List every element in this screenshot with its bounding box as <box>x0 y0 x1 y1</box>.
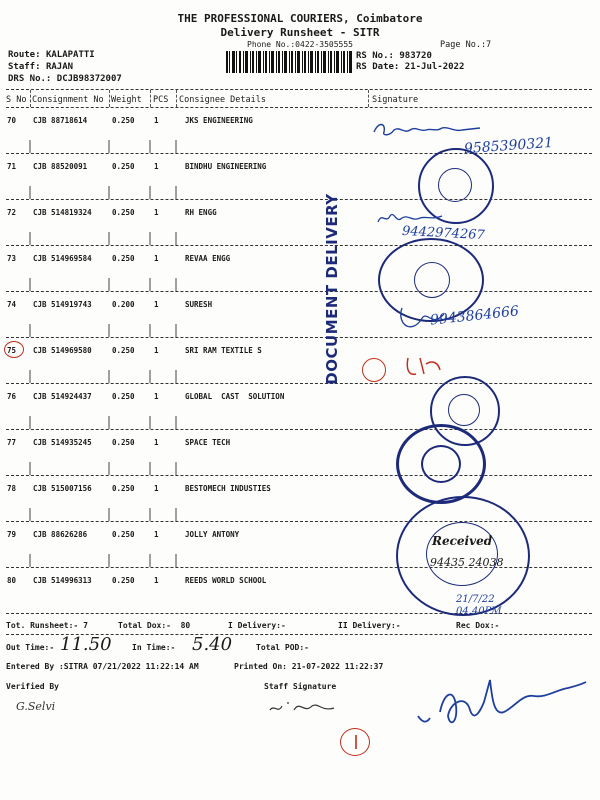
row-weight: 0.200 <box>112 300 135 309</box>
rs-date-value: 21-Jul-2022 <box>404 62 465 72</box>
row-pcs: 1 <box>154 484 159 493</box>
row-weight: 0.250 <box>112 208 135 217</box>
row-sno: 79 <box>7 530 17 539</box>
col-sep <box>150 90 151 107</box>
col-consignment: Consignment No <box>32 95 104 105</box>
row-pcs: 1 <box>154 346 159 355</box>
row-consignment: CJB 514924437 <box>33 392 92 401</box>
row-sno: 80 <box>7 576 17 585</box>
red-circle-mark <box>4 341 24 358</box>
rs-date-label: RS Date: <box>356 62 400 72</box>
red-tick-mark <box>349 733 363 751</box>
row-weight: 0.250 <box>112 576 135 585</box>
rec-dox: Rec Dox:- <box>456 621 500 630</box>
row-consignee: JOLLY ANTONY <box>185 530 240 539</box>
runsheet-title: Delivery Runsheet - SITR <box>220 26 380 39</box>
printed-on: Printed On: 21-07-2022 11:22:37 <box>234 662 384 671</box>
col-sep <box>368 90 369 107</box>
row-pcs: 1 <box>154 392 159 401</box>
row-consignment: CJB 514969580 <box>33 346 92 355</box>
row79-phone: 94435 24038 <box>430 556 504 569</box>
row-sno: 70 <box>7 116 17 125</box>
phone-number: Phone No.:0422-3505555 <box>247 40 353 49</box>
row-sno: 74 <box>7 300 17 309</box>
row-sno: 71 <box>7 162 17 171</box>
row-pcs: 1 <box>154 116 159 125</box>
red-circle-mark <box>362 358 386 382</box>
col-signature: Signature <box>372 95 419 105</box>
row-consignee: GLOBAL CAST SOLUTION <box>185 392 285 401</box>
row-weight: 0.250 <box>112 484 135 493</box>
row-consignee: JKS ENGINEERING <box>185 116 253 125</box>
stamp-inner-ring <box>426 522 498 586</box>
rs-date-field <box>356 62 464 72</box>
tot-runsheet: Tot. Runsheet:- 7 <box>6 621 88 630</box>
row-consignment: CJB 514919743 <box>33 300 92 309</box>
staff-signature-scribble <box>268 696 338 718</box>
in-time-value: 5.40 <box>192 634 233 655</box>
route-field <box>8 50 95 60</box>
row-weight: 0.250 <box>112 392 135 401</box>
row79-date: 21/7/22 <box>456 594 495 605</box>
row-consignment: CJB 514996313 <box>33 576 92 585</box>
row-consignment: CJB 88626286 <box>33 530 88 539</box>
document-delivery-stamp: DOCUMENT DELIVERY <box>323 193 341 385</box>
row79-received: Received <box>432 534 493 548</box>
row-pcs: 1 <box>154 530 159 539</box>
page-number: Page No.:7 <box>440 40 492 50</box>
col-pcs: PCS <box>153 95 169 105</box>
rs-no-field <box>356 51 432 61</box>
row-pcs: 1 <box>154 254 159 263</box>
row-consignment: CJB 515007156 <box>33 484 92 493</box>
row-weight: 0.250 <box>112 530 135 539</box>
verifier-signature-scribble <box>410 672 590 732</box>
drs-label: DRS No.: <box>8 74 52 84</box>
row-weight: 0.250 <box>112 254 135 263</box>
row-sno: 76 <box>7 392 17 401</box>
staff-field <box>8 62 73 72</box>
row-pcs: 1 <box>154 162 159 171</box>
i-delivery: I Delivery:- <box>228 621 286 630</box>
row-sno: 73 <box>7 254 17 263</box>
ii-delivery: II Delivery:- <box>338 621 401 630</box>
staff-label: Staff: <box>8 62 41 72</box>
stamp-inner-ring <box>448 394 480 426</box>
row-consignment: CJB 514935245 <box>33 438 92 447</box>
row-consignment: CJB 514969584 <box>33 254 92 263</box>
row-consignee: SRI RAM TEXTILE S <box>185 346 262 355</box>
row-weight: 0.250 <box>112 346 135 355</box>
row-consignee: BINDHU ENGINEERING <box>185 162 267 171</box>
in-time-label: In Time:- <box>132 643 176 652</box>
rs-no-value: 983720 <box>399 51 432 61</box>
drs-field <box>8 74 122 84</box>
row72-phone: 9442974267 <box>401 223 486 244</box>
row-consignment: CJB 88718614 <box>33 116 88 125</box>
out-time-value: 11.50 <box>60 634 112 655</box>
barcode-icon <box>226 51 352 73</box>
total-dox: Total Dox:- 80 <box>118 621 191 630</box>
verified-by-label: Verified By <box>6 682 59 691</box>
stamp-inner-ring <box>414 262 450 298</box>
col-consignee: Consignee Details <box>179 95 266 105</box>
stamp-inner-ring <box>421 445 461 483</box>
verified-signature: G.Selvi <box>16 700 56 713</box>
header-top-divider <box>6 89 592 90</box>
row-pcs: 1 <box>154 438 159 447</box>
stamp-inner-ring <box>438 168 472 202</box>
row79-time: 04.40PM <box>456 606 502 617</box>
entered-by: Entered By :SITRA 07/21/2022 11:22:14 AM <box>6 662 199 671</box>
drs-value: DCJB98372007 <box>56 74 122 84</box>
rs-no-label: RS No.: <box>356 51 394 61</box>
total-pod: Total POD:- <box>256 643 309 652</box>
row-consignee: REVAA ENGG <box>185 254 231 263</box>
row-weight: 0.250 <box>112 162 135 171</box>
staff-value: RAJAN <box>45 62 74 72</box>
row-sno: 77 <box>7 438 17 447</box>
company-title: THE PROFESSIONAL COURIERS, Coimbatore <box>177 12 423 25</box>
row-sno: 72 <box>7 208 17 217</box>
row-consignment: CJB 514819324 <box>33 208 92 217</box>
row-consignee: SURESH <box>185 300 213 309</box>
row-consignee: BESTOMECH INDUSTIES <box>185 484 271 493</box>
row-consignee: RH ENGG <box>185 208 217 217</box>
staff-signature-label: Staff Signature <box>264 682 337 691</box>
company-stamp <box>396 424 486 504</box>
row-weight: 0.250 <box>112 438 135 447</box>
row-consignee: SPACE TECH <box>185 438 231 447</box>
row-consignee: REEDS WORLD SCHOOL <box>185 576 267 585</box>
row74-phone: 9943864666 <box>429 303 520 329</box>
row-consignment: CJB 88520091 <box>33 162 88 171</box>
signature-scribble <box>370 118 490 140</box>
row-pcs: 1 <box>154 576 159 585</box>
route-value: KALAPATTI <box>45 50 95 60</box>
row-pcs: 1 <box>154 300 159 309</box>
red-signature-scribble <box>404 354 444 380</box>
col-sno: S No <box>6 95 27 105</box>
row-pcs: 1 <box>154 208 159 217</box>
row-sno: 75 <box>7 346 17 355</box>
row-weight: 0.250 <box>112 116 135 125</box>
row-sno: 78 <box>7 484 17 493</box>
route-label: Route: <box>8 50 41 60</box>
out-time-label: Out Time:- <box>6 643 55 652</box>
col-weight: Weight <box>111 95 142 105</box>
col-sep <box>176 90 177 107</box>
row70-phone: 9585390321 <box>463 134 554 158</box>
red-circle-mark <box>340 728 370 756</box>
col-sep <box>109 90 110 107</box>
col-sep <box>30 90 31 107</box>
